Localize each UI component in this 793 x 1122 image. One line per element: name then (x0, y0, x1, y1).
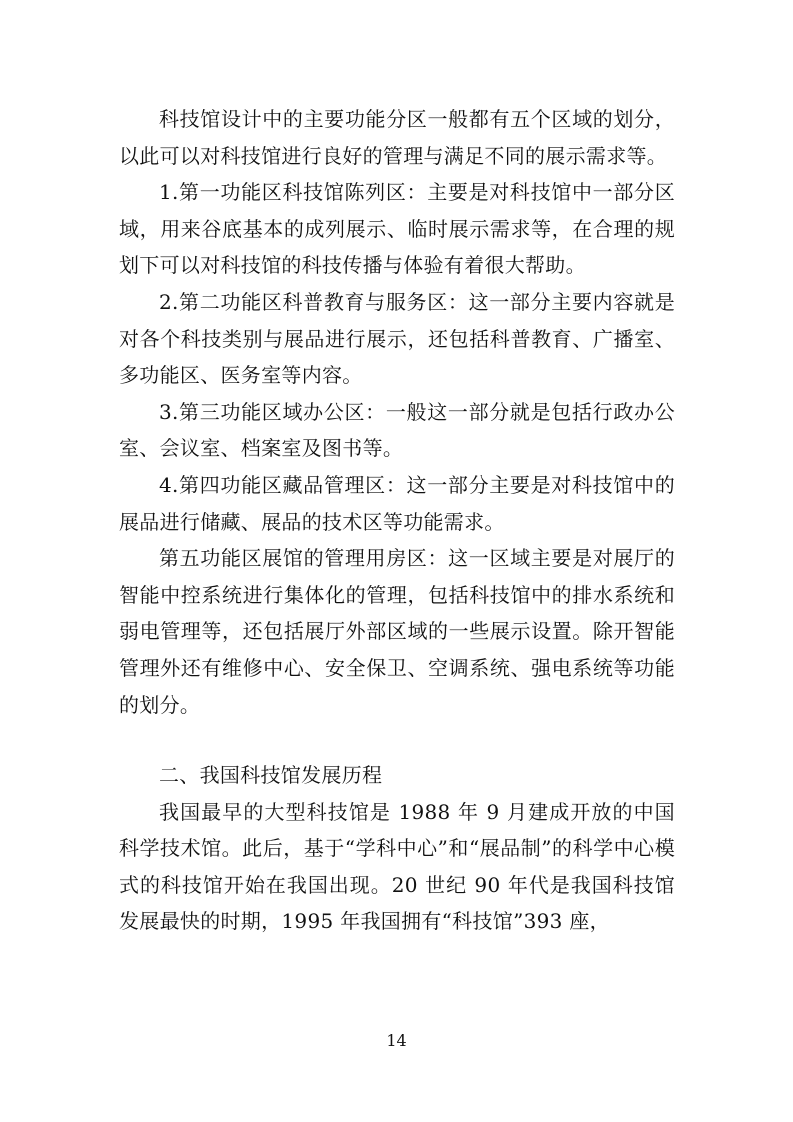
paragraph-history: 我国最早的大型科技馆是 1988 年 9 月建成开放的中国科学技术馆。此后，基于“学科中心”和“展品制”的科学中心模式的科技馆开始在我国出现。20 世纪 90 年代是我国科技馆发展最快的时期，1995 年我国拥有“科技馆”393 座， (119, 799, 675, 934)
paragraph-zone-2: 2.第二功能区科普教育与服务区：这一部分主要内容就是对各个科技类别与展品进行展示，还包括科普教育、广播室、多功能区、医务室等内容。 (119, 289, 675, 388)
paragraph-intro: 科技馆设计中的主要功能分区一般都有五个区域的划分，以此可以对科技馆进行良好的管理与满足不同的展示需求等。 (119, 107, 675, 168)
paragraph-zone-5: 第五功能区展馆的管理用房区：这一区域主要是对展厅的智能中控系统进行集体化的管理，包括科技馆中的排水系统和弱电管理等，还包括展厅外部区域的一些展示设置。除开智能管理外还有维修中心、安全保卫、空调系统、强电系统等功能的划分。 (119, 546, 675, 717)
paragraph-zone-3: 3.第三功能区域办公区：一般这一部分就是包括行政办公室、会议室、档案室及图书等。 (119, 399, 675, 461)
page-number: 14 (386, 1031, 407, 1050)
section-heading: 二、我国科技馆发展历程 (159, 763, 383, 788)
body-text (119, 101, 675, 940)
paragraph-zone-1: 1.第一功能区科技馆陈列区：主要是对科技馆中一部分区域，用来谷底基本的成列展示、临时展示需求等，在合理的规划下可以对科技馆的科技传播与体验有着很大帮助。 (119, 180, 675, 278)
paragraph-zone-4: 4.第四功能区藏品管理区：这一部分主要是对科技馆中的展品进行储藏、展品的技术区等功能需求。 (119, 472, 675, 534)
section-spacer (119, 723, 675, 757)
